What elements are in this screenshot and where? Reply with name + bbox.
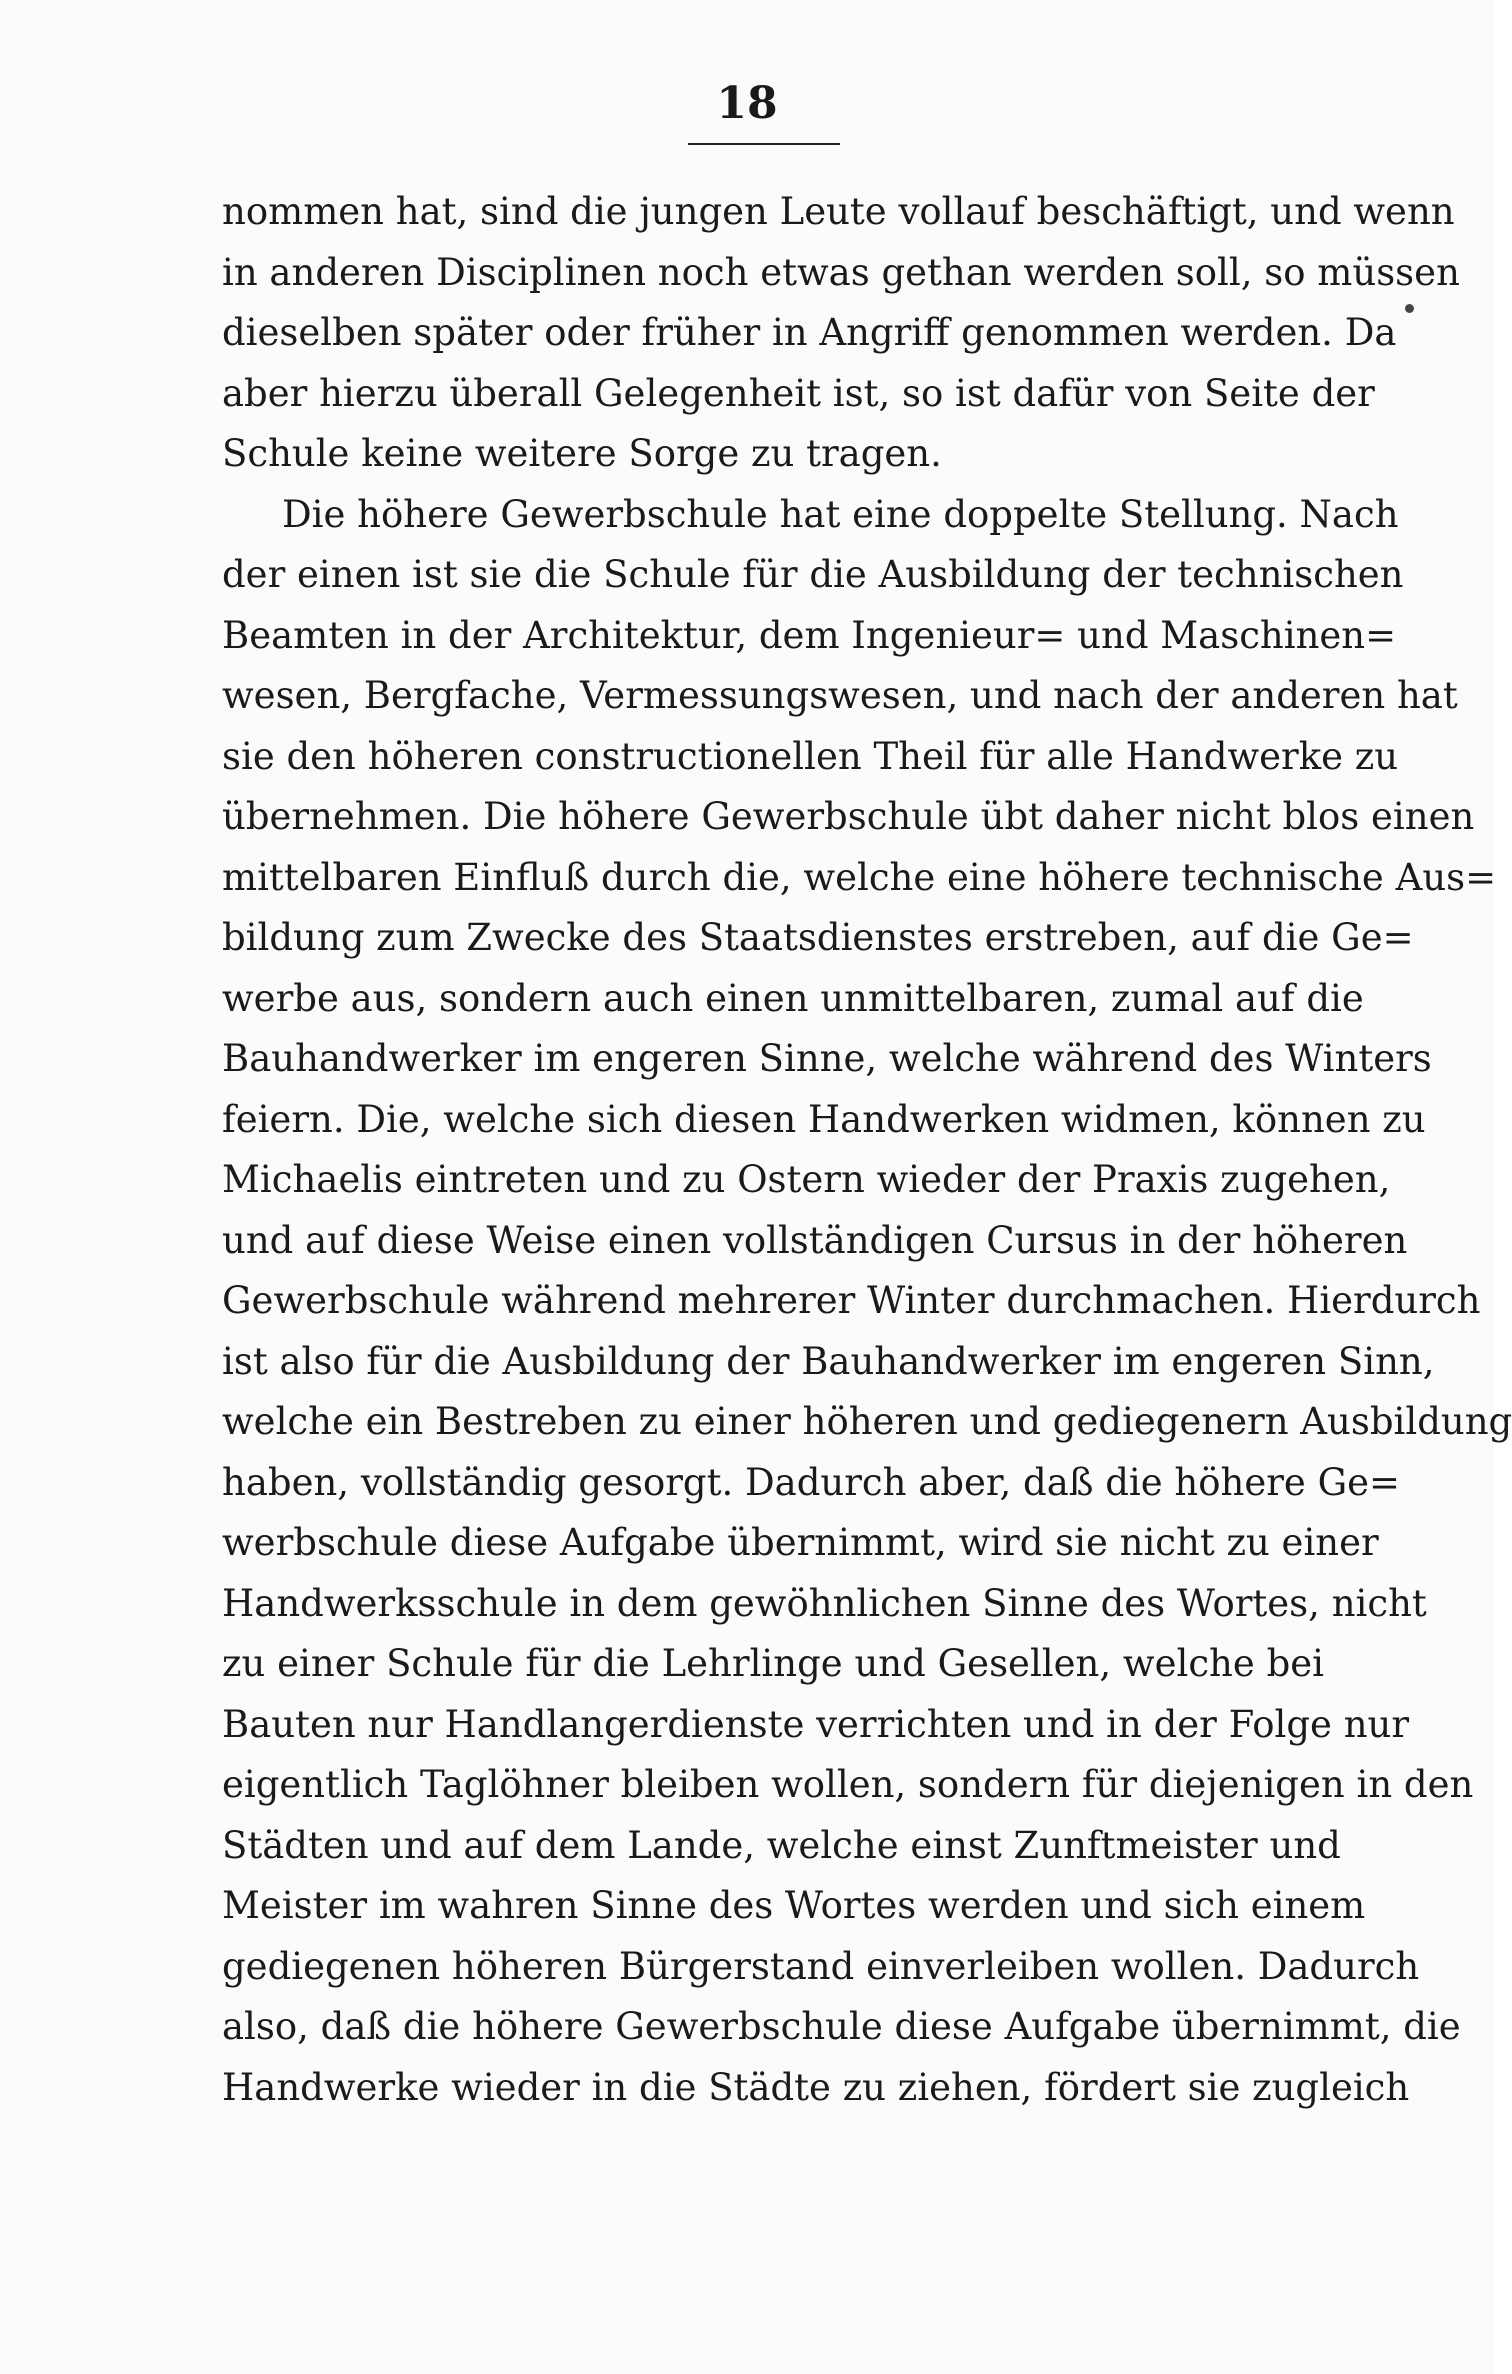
text-line: zu einer Schule für die Lehrlinge und Gesellen, welche bei — [222, 1642, 1324, 1685]
text-line: Gewerbschule während mehrerer Winter durchmachen. Hierdurch — [222, 1279, 1481, 1322]
page-number: 18 — [716, 78, 778, 129]
text-line: Bauhandwerker im engeren Sinne, welche während des Winters — [222, 1037, 1432, 1080]
text-line: feiern. Die, welche sich diesen Handwerken widmen, können zu — [222, 1097, 1426, 1141]
text-line: Beamten in der Architektur, dem Ingenieur= und Maschinen= — [222, 613, 1397, 657]
text-line: und auf diese Weise einen vollständigen Cursus in der höheren — [222, 1218, 1408, 1262]
text-line: werbe aus, sondern auch einen unmittelbaren, zumal auf die — [222, 976, 1364, 1020]
text-line: gediegenen höheren Bürgerstand einverleiben wollen. Dadurch — [222, 1944, 1420, 1988]
text-line: mittelbaren Einfluß durch die, welche eine höhere technische Aus= — [222, 855, 1497, 899]
text-line: dieselben später oder früher in Angriff genommen werden. Da — [222, 311, 1397, 354]
text-line: Handwerke wieder in die Städte zu ziehen, fördert sie zugleich — [222, 2065, 1410, 2109]
text-line: bildung zum Zwecke des Staatsdienstes erstreben, auf die Ge= — [222, 916, 1414, 959]
text-line: Schule keine weitere Sorge zu tragen. — [222, 432, 942, 475]
text-line: welche ein Bestreben zu einer höheren und gediegenern Ausbildung — [222, 1400, 1512, 1443]
text-line: Städten und auf dem Lande, welche einst Zunftmeister und — [222, 1823, 1341, 1867]
text-line: Meister im wahren Sinne des Wortes werden und sich einem — [222, 1884, 1366, 1927]
text-line: übernehmen. Die höhere Gewerbschule übt daher nicht blos einen — [222, 795, 1475, 838]
text-line: Die höhere Gewerbschule hat eine doppelte Stellung. Nach — [282, 492, 1399, 536]
text-line: sie den höheren constructionellen Theil für alle Handwerke zu — [222, 734, 1399, 778]
header-rule — [688, 143, 840, 145]
text-line: wesen, Bergfache, Vermessungswesen, und nach der anderen hat — [222, 674, 1458, 717]
text-line: der einen ist sie die Schule für die Ausbildung der technischen — [222, 553, 1404, 596]
text-line: werbschule diese Aufgabe übernimmt, wird sie nicht zu einer — [222, 1521, 1379, 1564]
text-line: in anderen Disciplinen noch etwas gethan werden soll, so müssen — [222, 250, 1460, 294]
text-line: Michaelis eintreten und zu Ostern wieder der Praxis zugehen, — [222, 1158, 1391, 1201]
text-line: haben, vollständig gesorgt. Dadurch aber, daß die höhere Ge= — [222, 1460, 1401, 1504]
text-line: also, daß die höhere Gewerbschule diese Aufgabe übernimmt, die — [222, 2005, 1461, 2048]
text-line: eigentlich Taglöhner bleiben wollen, sondern für diejenigen in den — [222, 1763, 1474, 1806]
text-line: ist also für die Ausbildung der Bauhandwerker im engeren Sinn, — [222, 1339, 1435, 1383]
paper-speck — [1405, 304, 1414, 313]
text-line: Handwerksschule in dem gewöhnlichen Sinne des Wortes, nicht — [222, 1581, 1427, 1625]
text-line: aber hierzu überall Gelegenheit ist, so ist dafür von Seite der — [222, 371, 1375, 415]
text-line: Bauten nur Handlangerdienste verrichten und in der Folge nur — [222, 1702, 1410, 1746]
text-line: nommen hat, sind die jungen Leute vollauf beschäftigt, und wenn — [222, 190, 1455, 233]
body-text — [222, 182, 1512, 2118]
